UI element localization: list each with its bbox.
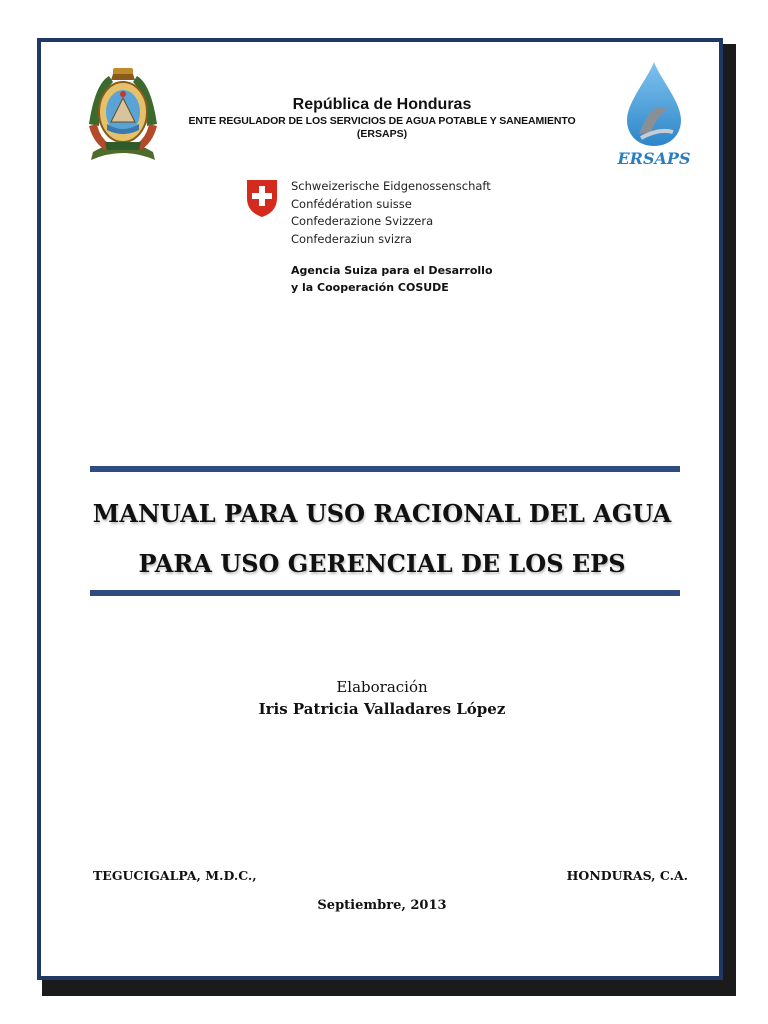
ersaps-logo-wordmark: ERSAPS	[617, 149, 691, 168]
title-line-2: PARA USO GERENCIAL DE LOS EPS	[138, 549, 626, 578]
swiss-confederation-names	[291, 178, 491, 248]
agency-acronym: (ERSAPS)	[356, 128, 408, 140]
government-heading	[41, 96, 723, 141]
title-line-1: MANUAL PARA USO RACIONAL DEL AGUA	[92, 499, 672, 528]
footer-country: HONDURAS, C.A.	[566, 868, 688, 883]
cosude-line-1: Agencia Suiza para el Desarrollo	[291, 264, 493, 277]
swiss-name-it: Confederazione Svizzera	[291, 214, 434, 228]
cosude-line-2: y la Cooperación COSUDE	[291, 281, 449, 294]
publication-date: Septiembre, 2013	[317, 898, 447, 913]
credits-label: Elaboración	[336, 678, 428, 696]
author-name: Iris Patricia Valladares López	[258, 700, 506, 718]
swiss-name-de: Schweizerische Eidgenossenschaft	[291, 179, 491, 193]
cosude-agency	[291, 262, 493, 296]
agency-name: ENTE REGULADOR DE LOS SERVICIOS DE AGUA POTABLE Y SANEAMIENTO	[188, 115, 576, 127]
document-title	[41, 489, 723, 589]
swiss-flag-icon	[245, 178, 279, 218]
title-rule-top	[90, 466, 680, 472]
swiss-name-rm: Confederaziun svizra	[291, 231, 412, 246]
document-page	[37, 38, 723, 980]
swiss-name-fr: Confédération suisse	[291, 196, 412, 211]
title-rule-bottom	[90, 590, 680, 596]
footer-city: TEGUCIGALPA, M.D.C.,	[93, 868, 257, 883]
republic-name: República de Honduras	[292, 96, 472, 113]
